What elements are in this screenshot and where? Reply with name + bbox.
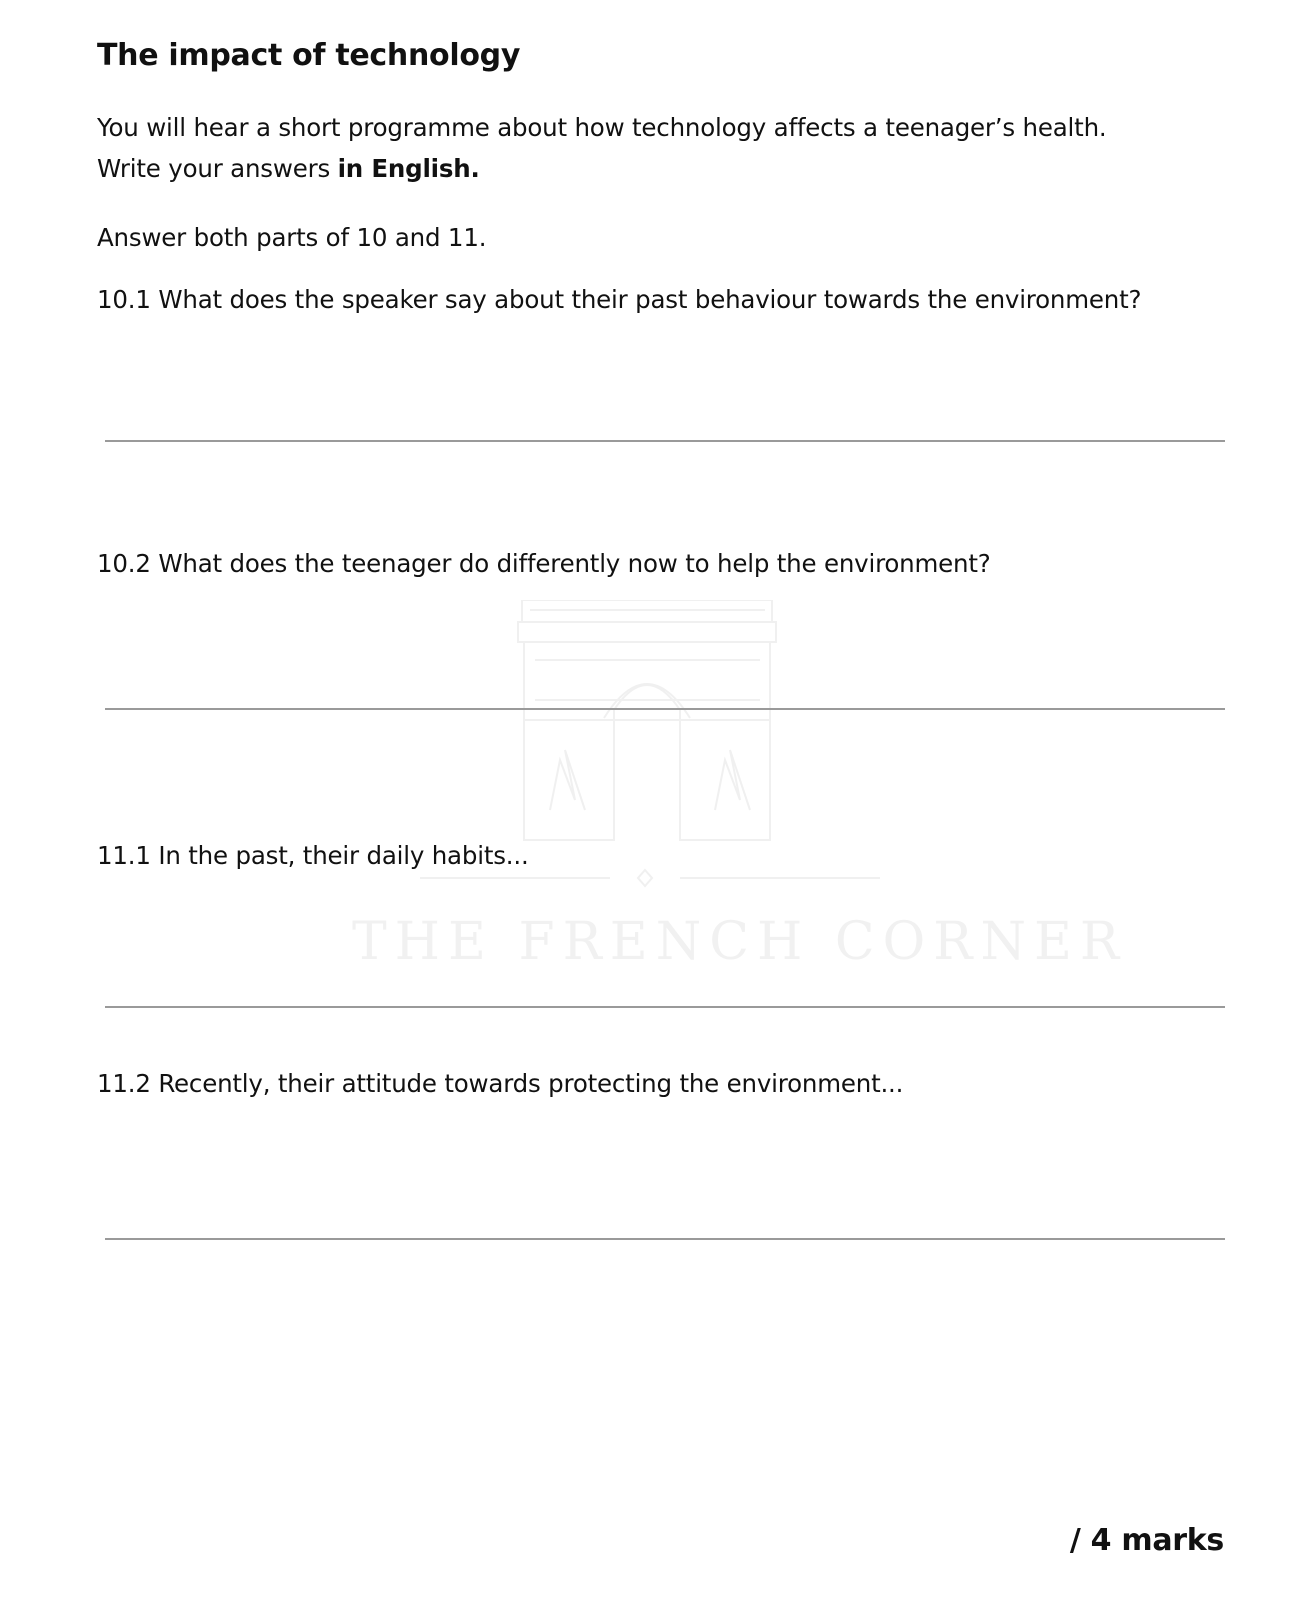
question-11-2: 11.2 Recently, their attitude towards protecting the environment...: [97, 1069, 904, 1098]
answer-line-11-2[interactable]: [105, 1238, 1225, 1240]
intro-line-2: [97, 148, 1107, 189]
answer-line-10-2[interactable]: [105, 708, 1225, 710]
question-10-1: 10.1 What does the speaker say about their past behaviour towards the environment?: [97, 285, 1142, 314]
answer-line-10-1[interactable]: [105, 440, 1225, 442]
page-title: The impact of technology: [97, 38, 521, 73]
marks-total: / 4 marks: [1069, 1523, 1224, 1558]
question-11-1: 11.1 In the past, their daily habits...: [97, 841, 529, 870]
intro-paragraph: [97, 107, 1107, 189]
intro-line-2-prefix: Write your answers: [97, 154, 338, 183]
question-10-2: 10.2 What does the teenager do differently now to help the environment?: [97, 549, 991, 578]
intro-line-2-bold: in English.: [337, 154, 480, 183]
watermark-text: THE FRENCH CORNER: [352, 912, 1128, 972]
intro-line-1: You will hear a short programme about how technology affects a teenager’s health.: [97, 113, 1107, 142]
answer-line-11-1[interactable]: [105, 1006, 1225, 1008]
instruction-text: Answer both parts of 10 and 11.: [97, 223, 487, 252]
